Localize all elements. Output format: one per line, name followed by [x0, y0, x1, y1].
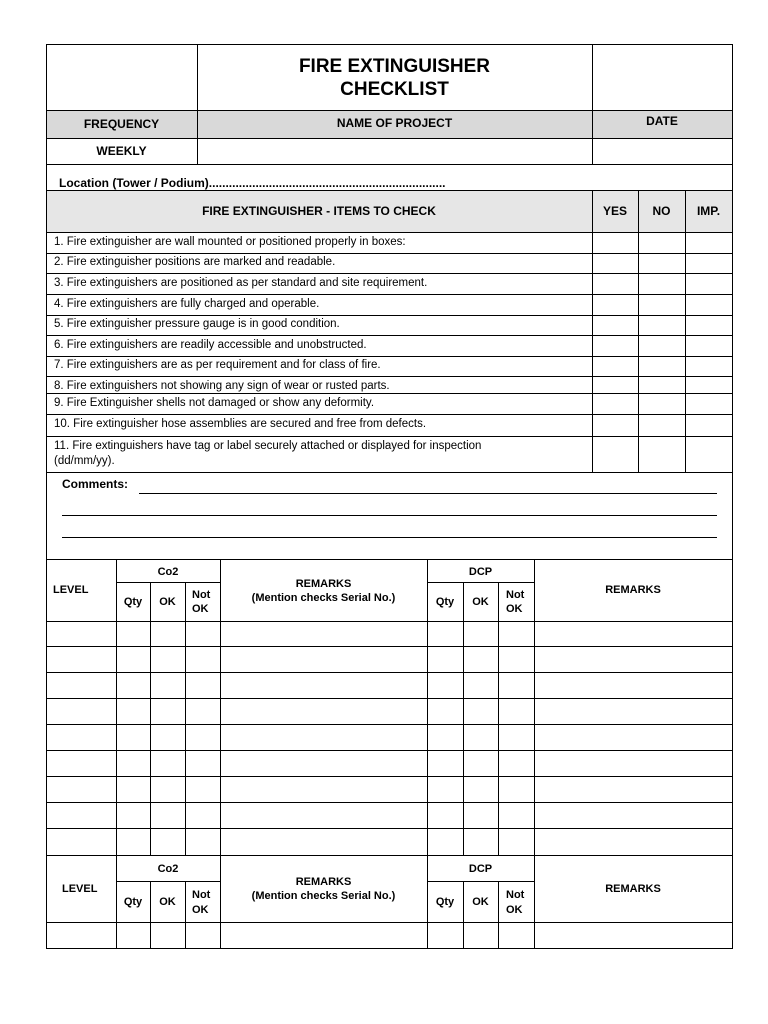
title-line-2: CHECKLIST	[340, 79, 449, 100]
comment-line[interactable]	[139, 493, 717, 494]
imp-header: IMP.	[696, 204, 721, 218]
co2-header: Co2	[157, 863, 179, 875]
dcp-ok-header: OK	[472, 896, 489, 908]
checklist-item: 4. Fire extinguishers are fully charged and operable.	[54, 298, 320, 310]
remarks-subheader: (Mention checks Serial No.)	[251, 592, 396, 604]
comment-line[interactable]	[62, 537, 717, 538]
level-header: LEVEL	[53, 584, 89, 596]
checklist-item: 10. Fire extinguisher hose assemblies are secured and free from defects.	[54, 418, 427, 430]
date-label: DATE	[646, 114, 678, 128]
dcp-qty-header: Qty	[435, 896, 455, 908]
dcp-qty-header: Qty	[435, 596, 455, 608]
co2-qty-header: Qty	[123, 596, 143, 608]
remarks-header: REMARKS	[295, 876, 352, 888]
level-header: LEVEL	[62, 883, 98, 895]
remarks-header: REMARKS	[295, 578, 352, 590]
co2-ok-header: OK	[159, 596, 176, 608]
dcp-notok-header: OK	[506, 904, 523, 916]
co2-header: Co2	[157, 566, 179, 578]
checklist-item-cont: (dd/mm/yy).	[54, 455, 115, 467]
checklist-item: 7. Fire extinguishers are as per requirement and for class of fire.	[54, 359, 381, 371]
checklist-item: 2. Fire extinguisher positions are marked and readable.	[54, 256, 336, 268]
co2-qty-header: Qty	[123, 896, 143, 908]
checklist-item: 9. Fire Extinguisher shells not damaged or show any deformity.	[54, 397, 375, 409]
co2-notok-header: OK	[192, 603, 209, 615]
dcp-header: DCP	[468, 566, 493, 578]
dcp-not-header: Not	[506, 589, 525, 601]
project-label: NAME OF PROJECT	[336, 116, 453, 130]
co2-ok-header: OK	[159, 896, 176, 908]
dcp-ok-header: OK	[472, 596, 489, 608]
checklist-item: 11. Fire extinguishers have tag or label securely attached or displayed for inspection	[54, 440, 482, 452]
location-field[interactable]: Location (Tower / Podium).......................................................................	[59, 176, 446, 190]
dcp-notok-header: OK	[506, 603, 523, 615]
co2-not-header: Not	[192, 589, 211, 601]
co2-not-header: Not	[192, 889, 211, 901]
remarks2-header: REMARKS	[605, 883, 661, 895]
checklist-item: 6. Fire extinguishers are readily accessible and unobstructed.	[54, 339, 367, 351]
dcp-header: DCP	[468, 863, 493, 875]
comment-line[interactable]	[62, 515, 717, 516]
frequency-value: WEEKLY	[96, 144, 147, 158]
no-header: NO	[652, 204, 671, 218]
frequency-label: FREQUENCY	[83, 117, 160, 131]
dcp-not-header: Not	[506, 889, 525, 901]
comments-label: Comments:	[62, 477, 129, 491]
checklist-item: 5. Fire extinguisher pressure gauge is in good condition.	[54, 318, 340, 330]
checklist-item: 1. Fire extinguisher are wall mounted or positioned properly in boxes:	[54, 236, 406, 248]
remarks2-header: REMARKS	[605, 584, 661, 596]
checklist-item: 8. Fire extinguishers not showing any sign of wear or rusted parts.	[54, 380, 390, 392]
yes-header: YES	[602, 204, 627, 218]
co2-notok-header: OK	[192, 904, 209, 916]
remarks-subheader: (Mention checks Serial No.)	[251, 890, 396, 902]
title-line-1: FIRE EXTINGUISHER	[298, 56, 491, 77]
items-header: FIRE EXTINGUISHER - ITEMS TO CHECK	[202, 204, 436, 218]
checklist-item: 3. Fire extinguishers are positioned as per standard and site requirement.	[54, 277, 428, 289]
